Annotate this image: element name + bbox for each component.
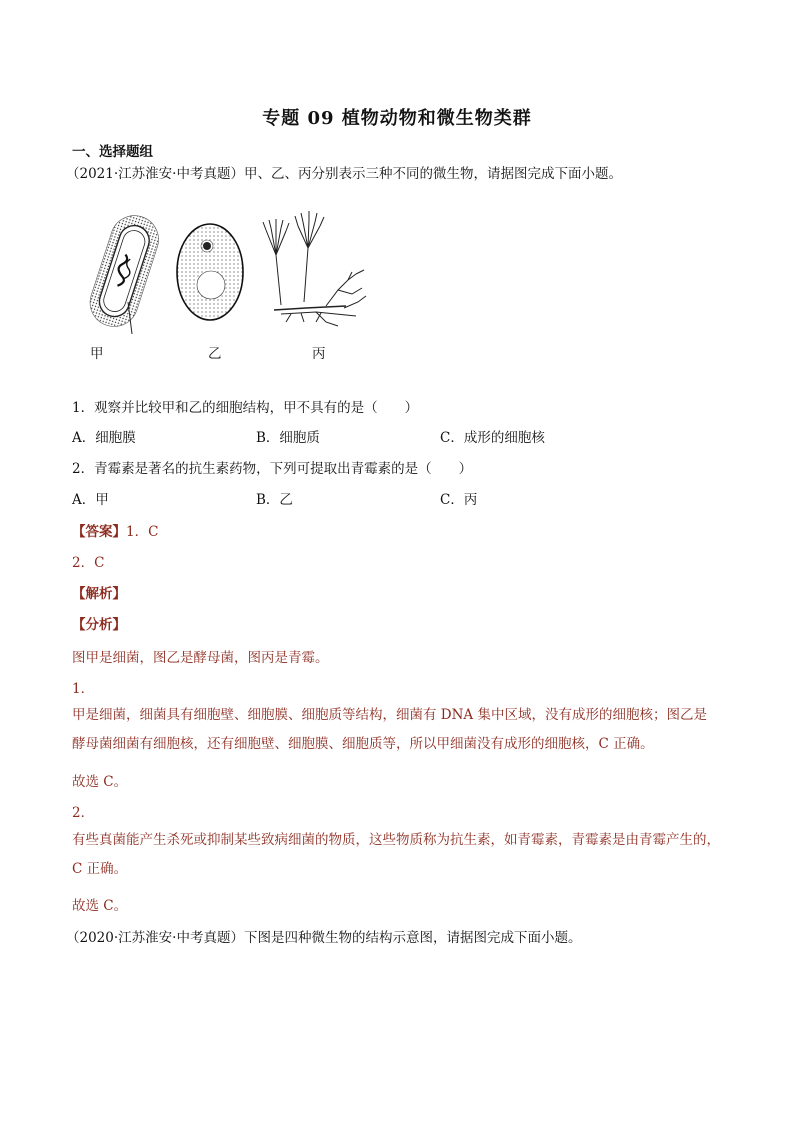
part-1-explanation: 甲是细菌，细菌具有细胞壁、细胞膜、细胞质等结构，细菌有 DNA 集中区域，没有成形的细胞核；图乙是酵母菌细菌有细胞核，还有细胞壁、细胞膜、细胞质等，所以甲细菌没有成形的细胞核，C 正确。: [72, 707, 707, 752]
answer-line-1: [72, 520, 158, 540]
part-2-number: 2．: [72, 805, 95, 821]
section-heading: 一、选择题组: [72, 144, 153, 160]
question-2-option-a: A．甲: [72, 492, 109, 508]
part-1-conclusion: 故选 C。: [72, 774, 128, 790]
question-1-option-c: C．成形的细胞核: [440, 430, 545, 446]
part-2-conclusion: 故选 C。: [72, 898, 128, 914]
question-2-option-c: C．丙: [440, 492, 478, 508]
figure-label-jia: 甲: [90, 346, 104, 362]
question-intro-1: （2021·江苏淮安·中考真题）甲、乙、丙分别表示三种不同的微生物，请据图完成下面小题。: [66, 166, 622, 182]
part-1-number: 1．: [72, 681, 95, 697]
analysis-intro: 图甲是细菌，图乙是酵母菌，图丙是青霉。: [72, 650, 329, 666]
microorganism-figure: [76, 210, 376, 340]
part-2-explanation: 有些真菌能产生杀死或抑制某些致病细菌的物质，这些物质称为抗生素，如青霉素，青霉素是由青霉产生的，C 正确。: [72, 832, 720, 877]
question-intro-2: （2020·江苏淮安·中考真题）下图是四种微生物的结构示意图，请据图完成下面小题。: [66, 930, 582, 946]
question-2-stem: 2．青霉素是著名的抗生素药物，下列可提取出青霉素的是（ ）: [72, 461, 473, 477]
answer-line-2: 2．C: [72, 555, 105, 571]
question-2-option-b: B．乙: [256, 492, 293, 508]
bacterium-icon: [84, 210, 165, 334]
page-title: 专题 09 植物动物和微生物类群: [262, 108, 532, 129]
answer-value-1: 1．C: [126, 524, 159, 540]
question-1-stem: 1．观察并比较甲和乙的细胞结构，甲不具有的是（ ）: [72, 400, 419, 416]
figure-label-bing: 丙: [312, 346, 326, 362]
answer-label: 【答案】: [72, 524, 126, 540]
analysis-label: 【解析】: [72, 586, 126, 602]
yeast-cell-icon: [177, 224, 243, 320]
question-1-option-a: A．细胞膜: [72, 430, 136, 446]
figure-label-yi: 乙: [208, 346, 222, 362]
fenxi-label: 【分析】: [72, 617, 126, 633]
question-1-option-b: B．细胞质: [256, 430, 320, 446]
penicillium-mold-icon: [263, 211, 366, 326]
